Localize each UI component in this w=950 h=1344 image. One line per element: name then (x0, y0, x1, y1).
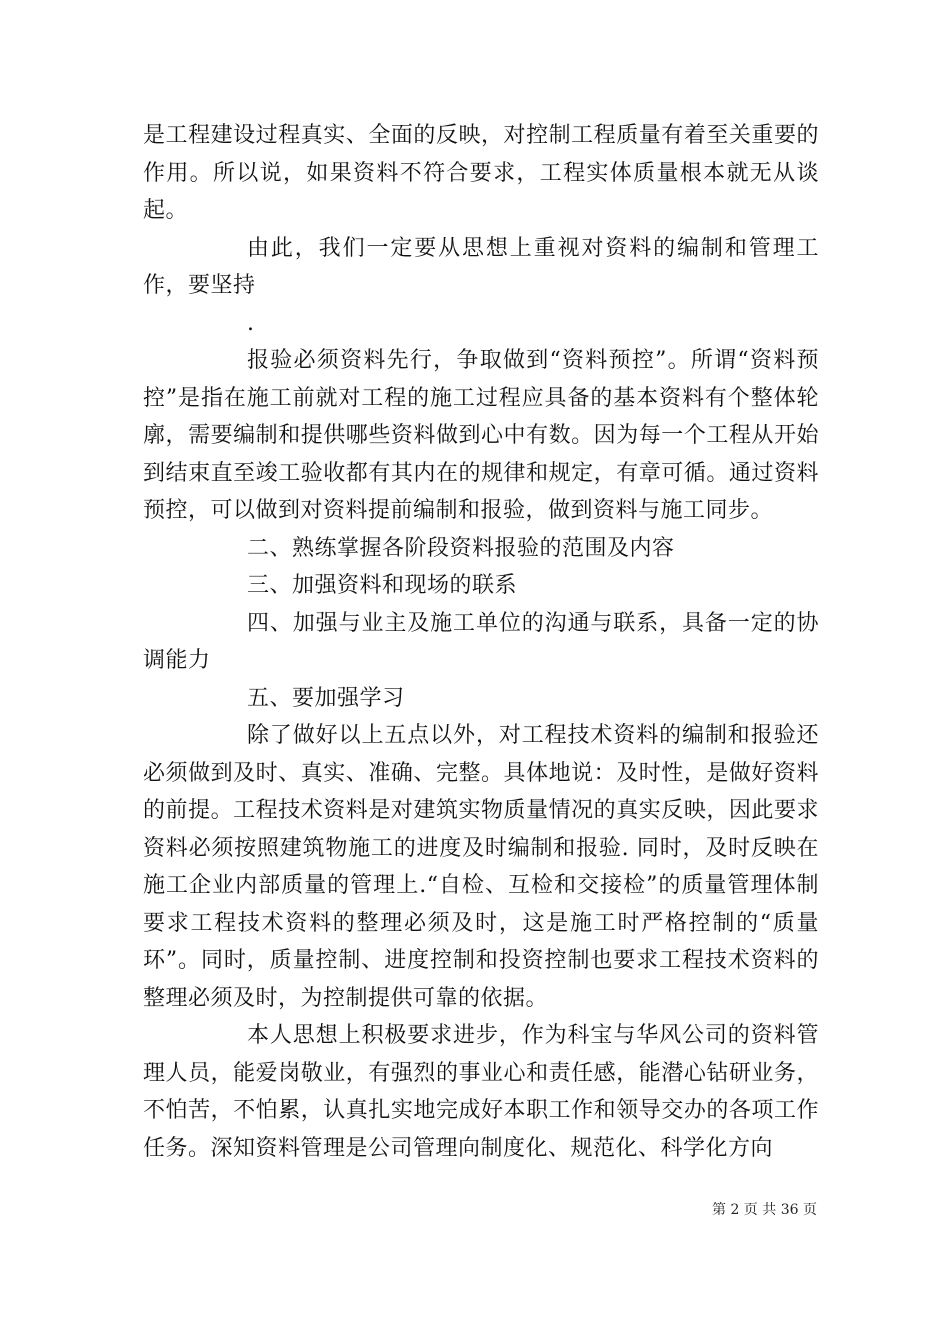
heading-item-3: 三、加强资料和现场的联系 (247, 573, 518, 598)
document-body (143, 117, 819, 1167)
stray-period: . (247, 310, 254, 336)
paragraph-emphasis-intro: 由此，我们一定要从思想上重视对资料的编制和管理工作，要坚持 (143, 235, 819, 298)
heading-item-4: 四、加强与业主及施工单位的沟通与联系，具备一定的协调能力 (143, 610, 819, 673)
heading-item-5: 五、要加强学习 (247, 685, 405, 711)
paragraph-self-assessment: 本人思想上积极要求进步，作为科宝与华风公司的资料管理人员，能爱岗敬业，有强烈的事业心和责任感，能潜心钻研业务，不怕苦，不怕累，认真扎实地完成好本职工作和领导交办的各项工作任务。深知资料管理是公司管理向制度化、规范化、科学化方向 (143, 1023, 819, 1161)
paragraph-data-precontrol: 报验必须资料先行，争取做到“资料预控”。所谓“资料预控”是指在施工前就对工程的施工过程应具备的基本资料有个整体轮廓，需要编制和提供哪些资料做到心中有数。因为每一个工程从开始到结束直至竣工验收都有其内在的规律和规定，有章可循。通过资料预控，可以做到对资料提前编制和报验，做到资料与施工同步。 (143, 348, 819, 523)
paragraph-continuation: 是工程建设过程真实、全面的反映，对控制工程质量有着至关重要的作用。所以说，如果资料不符合要求，工程实体质量根本就无从谈起。 (143, 123, 819, 223)
paragraph-timeliness: 除了做好以上五点以外，对工程技术资料的编制和报验还必须做到及时、真实、准确、完整。具体地说：及时性，是做好资料的前提。工程技术资料是对建筑实物质量情况的真实反映，因此要求资料必须按照建筑物施工的进度及时编制和报验. 同时，及时反映在施工企业内部质量的管理上.“自检、互检和交接检”的质量管理体制要求工程技术资料的整理必须及时，这是施工时严格控制的“质量环”。同时，质量控制、进度控制和投资控制也要求工程技术资料的整理必须及时，为控制提供可靠的依据。 (143, 723, 819, 1011)
page-number-footer: 第 2 页 共 36 页 (712, 1202, 817, 1218)
heading-item-2: 二、熟练掌握各阶段资料报验的范围及内容 (247, 535, 675, 561)
